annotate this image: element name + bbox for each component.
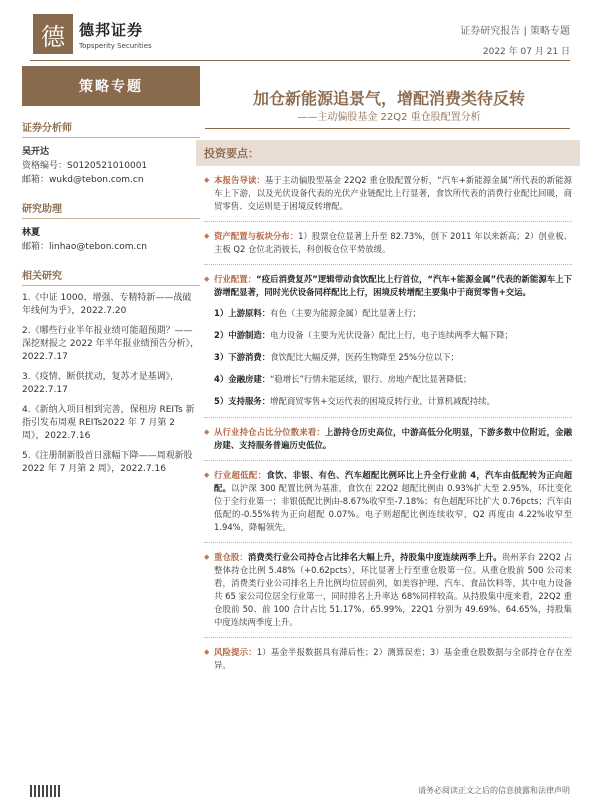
para-bold: “疫后消费复苏”逻辑带动食饮配比上行首位，“汽车+能源金属”代表的新能源车上下游增配显著，同时光伏设备同样配比上行，困境反转增配主要集中于商贸零售+交运。 <box>214 274 572 297</box>
item-label: 2）中游制造： <box>214 330 271 340</box>
para-label: 重仓股： <box>214 552 248 562</box>
item-text: 电力设备（主要为光伏设备）配比上行，电子连续两季大幅下降； <box>270 330 513 340</box>
para-holdings <box>204 551 572 629</box>
separator <box>204 542 572 543</box>
related-item[interactable]: 1.《中证 1000、增强、专精特新——战破年线何为乎》，2022.7.20 <box>22 293 192 316</box>
item-text: “稳增长”行情未能延续，银行、房地产配比显著降低； <box>270 374 472 384</box>
para-text: 基于主动偏股型基金 22Q2 重仓股配置分析，“汽车+新能源金属”所代表的新能源车上下游，以及光伏设备代表的光伏产业链配比上行显著，食饮所代表的消费行业配比回暖，商贸零售、交运则是于困境反转增配。 <box>214 175 572 211</box>
para-label: 从行业持仓占比分位数来看： <box>214 427 325 437</box>
para-label: 资产配置与板块分布： <box>214 231 299 241</box>
sidebar <box>22 116 200 486</box>
para-label: 本报告导读： <box>214 175 265 185</box>
category-band: 策略专题 <box>22 66 200 106</box>
related-item[interactable]: 3.《疫情、断供扰动，复苏才是基调》，2022.7.17 <box>22 372 180 395</box>
para-label: 风险提示： <box>214 647 257 657</box>
item-label: 3）下游消费： <box>214 352 271 362</box>
para-label: 行业超低配： <box>214 470 267 480</box>
para-text: 1）基金半报数据具有滞后性；2）测算误差；3）基金重仓股数据与全部持仓存在差异。 <box>214 647 573 670</box>
para-allocation <box>204 230 572 256</box>
para-bold: 消费类行业公司持仓占比排名大幅上升，持股集中度连续两季上升。 <box>247 552 502 562</box>
separator <box>204 460 572 461</box>
analyst-section-head: 证券分析师 <box>22 116 200 138</box>
logo-cn: 德邦证券 <box>79 20 144 39</box>
industry-downstream <box>214 351 572 364</box>
report-date: 2022 年 07 月 21 日 <box>482 47 570 57</box>
analyst-email[interactable]: 邮箱：wukd@tebon.com.cn <box>22 175 144 185</box>
industry-midstream <box>214 329 572 342</box>
para-text: 贵州茅台 22Q2 占整体持仓比例 5.48%（+0.62pcts），环比显著上行至重仓股第一位。从重仓股前 500 公司来看，消费类行业公司排名上升比例均位居前列，如美容护理、汽车、食品饮料等，其中电力设备共 65 家公司位居全行业第一，同时排名上升率达 68%同样较高。从持股集中度来看，22Q2 重仓股前 50、前 100 合计占比 51.17%、65.99%，22Q1 分别为 49.69%、64.65%，持股集中度连续两季度上升。 <box>214 552 573 627</box>
related-item[interactable]: 4.《新纳入项目相到完善，保租房 REITs 新指引发布周观 REITs2022 年 7 月第 2 周》，2022.7.16 <box>22 405 195 441</box>
item-label: 1）上游原料： <box>214 308 271 318</box>
para-bold: 上游持仓历史高位，中游高低分化明显，下游多数中位附近，金融房建、支持服务普遍历史低位。 <box>214 427 573 450</box>
item-text: 增配商贸零售+交运代表的困境反转行业，计算机减配持续。 <box>270 396 495 406</box>
para-overweight <box>204 469 572 534</box>
para-guide <box>204 174 572 213</box>
related-item[interactable]: 2.《哪些行业半年报业绩可能超预期？——深挖财报之 2022 年半年报业绩预告分析》，2022.7.17 <box>22 326 200 362</box>
assistant-section-head: 研究助理 <box>22 197 200 219</box>
related-section-head: 相关研究 <box>22 264 200 286</box>
para-risk <box>204 646 572 672</box>
title-rule <box>205 128 570 129</box>
industry-finance <box>214 373 572 386</box>
industry-support <box>214 395 572 408</box>
separator <box>204 264 572 265</box>
analyst-name: 吴开达 <box>22 147 50 157</box>
item-label: 4）金融房建： <box>214 374 271 384</box>
qr-code-icon <box>30 785 60 797</box>
analyst-block <box>22 116 200 187</box>
disclaimer: 请务必阅读正文之后的信息披露和法律声明 <box>418 786 570 795</box>
related-block <box>22 264 200 476</box>
item-text: 有色（主要为能源金属）配比显著上行； <box>270 308 421 318</box>
report-subtitle: ——主动偏股基金 22Q2 重仓股配置分析 <box>297 112 481 123</box>
summary-heading: 投资要点： <box>196 140 580 166</box>
para-bold: 食饮、非银、有色、汽车超配比例环比上升全行业前 4，汽车由低配转为正向超配。 <box>214 470 572 493</box>
assistant-block <box>22 197 200 254</box>
main-content <box>196 140 580 680</box>
para-text: 以沪深 300 配置比例为基准，食饮在 22Q2 超配比例由 0.93%扩大至 2.95%，环比变化位于全行业第一；非银低配比例由-8.67%收窄至-7.18%；有色超配环比扩大 0.76pcts；汽车由低配的-0.55%转为正向超配 0.07%。电子则超配比例连续收窄，Q2 再度由 4.22%收窄至 1.94%，降幅领先。 <box>214 483 573 532</box>
logo-text <box>79 19 152 50</box>
report-title: 加仓新能源追景气，增配消费类待反转 <box>252 89 525 108</box>
logo-en: Topsperity Securities <box>79 41 152 50</box>
company-logo <box>33 14 152 54</box>
para-label: 行业配置： <box>214 274 257 284</box>
analyst-cert: 资格编号：S0120521010001 <box>22 161 148 171</box>
item-text: 食饮配比大幅反弹，医药生物降至 25%分位以下； <box>270 352 459 362</box>
separator <box>204 221 572 222</box>
assistant-email[interactable]: 邮箱：linhao@tebon.com.cn <box>22 242 148 252</box>
industry-upstream <box>214 307 572 320</box>
assistant-name: 林夏 <box>22 228 41 238</box>
related-list <box>22 292 200 476</box>
separator <box>204 637 572 638</box>
header-rule <box>30 60 570 61</box>
para-percentile <box>204 426 572 452</box>
para-text: 1）股票仓位显著上升至 82.73%，创下 2011 年以来新高；2）创业板、主板 Q2 仓位北消彼长，科创板仓位平势放缓。 <box>214 231 573 254</box>
para-industry <box>204 273 572 299</box>
logo-mark: 德 <box>33 14 73 54</box>
related-item[interactable]: 5.《注册制新股首日涨幅下降——周观新股 2022 年 7 月第 2 周》，2022.7.16 <box>22 451 193 474</box>
separator <box>204 417 572 418</box>
report-type: 证券研究报告 | 策略专题 <box>460 26 570 37</box>
item-label: 5）支持服务： <box>214 396 271 406</box>
